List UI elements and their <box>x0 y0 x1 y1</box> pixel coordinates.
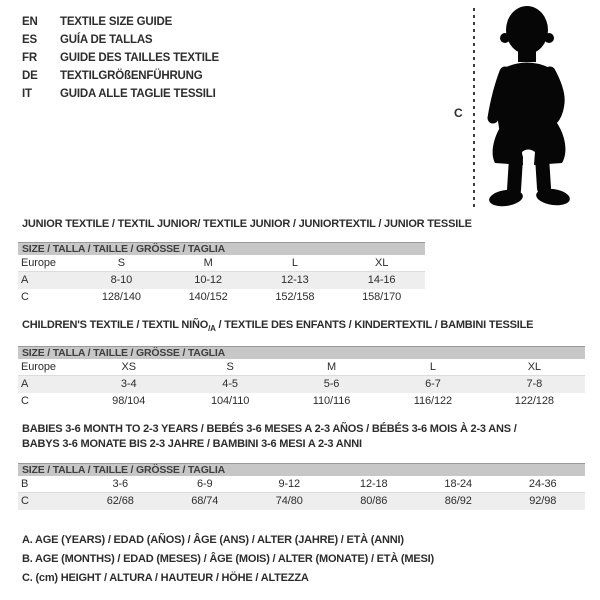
table-row-c <box>18 289 425 306</box>
language-title: GUÍA DE TALLAS <box>60 34 153 46</box>
table-cell: M <box>203 257 213 269</box>
table-row-europe <box>18 359 585 376</box>
footnotes <box>22 531 434 588</box>
children-title-pre: CHILDREN'S TEXTILE / TEXTIL NIÑO <box>22 319 209 331</box>
table-cell: 68/74 <box>191 495 219 507</box>
babies-table-title <box>22 422 517 452</box>
junior-table-title: JUNIOR TEXTILE / TEXTIL JUNIOR/ TEXTILE JUNIOR / JUNIORTEXTIL / JUNIOR TESSILE <box>22 218 472 230</box>
language-code: EN <box>22 16 38 28</box>
row-label: Europe <box>21 361 56 373</box>
table-cell: L <box>429 361 436 373</box>
footnote-a: A. AGE (YEARS) / EDAD (AÑOS) / ÂGE (ANS) / ALTER (JAHRE) / ETÀ (ANNI) <box>22 534 404 546</box>
table-cell: 6-9 <box>196 478 213 490</box>
row-label: C <box>21 395 29 407</box>
table-cell: 12-18 <box>359 478 388 490</box>
babies-title-line1: BABIES 3-6 MONTH TO 2-3 YEARS / BEBÉS 3-6 MESES A 2-3 AÑOS / BÉBÉS 3-6 MOIS À 2-3 ANS / <box>22 423 517 435</box>
table-cell: XL <box>527 361 541 373</box>
row-label: C <box>21 495 29 507</box>
language-code: IT <box>22 88 32 100</box>
row-label: A <box>21 378 29 390</box>
language-code: ES <box>22 34 37 46</box>
children-size-table <box>18 346 585 410</box>
size-header-bar: SIZE / TALLA / TAILLE / GRÖSSE / TAGLIA <box>18 463 585 476</box>
language-row-fr <box>22 49 219 67</box>
table-cell: 152/158 <box>275 291 315 303</box>
table-cell: XS <box>121 361 136 373</box>
babies-size-table <box>18 463 585 510</box>
table-row-europe <box>18 255 425 272</box>
table-cell: 14-16 <box>367 274 396 286</box>
footnote-c: C. (cm) HEIGHT / ALTURA / HAUTEUR / HÖHE / ALTEZZA <box>22 572 309 584</box>
children-title-subscript: /A <box>208 324 216 334</box>
language-row-it <box>22 85 219 103</box>
table-row-a <box>18 376 585 393</box>
language-code: DE <box>22 70 38 82</box>
table-cell: 110/116 <box>312 395 351 407</box>
table-cell: 8-10 <box>110 274 133 286</box>
language-title: GUIDA ALLE TAGLIE TESSILI <box>60 88 216 100</box>
table-cell: XL <box>374 257 389 269</box>
table-row-b <box>18 476 585 493</box>
table-cell: 74/80 <box>275 495 303 507</box>
table-cell: 12-13 <box>281 274 309 286</box>
row-label: Europe <box>21 257 56 269</box>
table-cell: 6-7 <box>425 378 441 390</box>
height-label-c: C <box>454 106 463 120</box>
row-label: B <box>21 478 29 490</box>
footnote-b: B. AGE (MONTHS) / EDAD (MESES) / ÂGE (MOIS) / ALTER (MONATE) / ETÀ (MESI) <box>22 553 434 565</box>
table-cell: 4-5 <box>222 378 238 390</box>
table-cell: 92/98 <box>529 495 557 507</box>
language-row-es <box>22 31 219 49</box>
table-row-c <box>18 393 585 410</box>
table-cell: 80/86 <box>360 495 388 507</box>
table-cell: 5-6 <box>323 378 340 390</box>
table-cell: 116/122 <box>413 395 453 407</box>
table-cell: 128/140 <box>101 291 141 303</box>
table-cell: 3-4 <box>120 378 137 390</box>
table-cell: 10-12 <box>194 274 222 286</box>
row-label: C <box>21 291 29 303</box>
table-cell: 24-36 <box>528 478 557 490</box>
language-title: TEXTILGRÖßENFÜHRUNG <box>60 70 203 82</box>
table-cell: 62/68 <box>106 495 134 507</box>
table-cell: M <box>326 361 337 373</box>
table-cell: S <box>226 361 234 373</box>
table-cell: 7-8 <box>526 378 543 390</box>
language-list <box>22 13 219 103</box>
language-title: TEXTILE SIZE GUIDE <box>60 16 173 28</box>
table-row-a <box>18 272 425 289</box>
baby-figure <box>445 2 600 214</box>
table-row-c <box>18 493 585 510</box>
size-header-bar: SIZE / TALLA / TAILLE / GRÖSSE / TAGLIA <box>18 242 425 255</box>
row-label: A <box>21 274 29 286</box>
table-cell: 98/104 <box>112 395 146 407</box>
babies-title-line2: BABYS 3-6 MONATE BIS 2-3 JAHRE / BAMBINI 3-6 MESI A 2-3 ANNI <box>22 438 362 450</box>
children-title-post: / TEXTILE DES ENFANTS / KINDERTEXTIL / BAMBINI TESSILE <box>215 319 534 331</box>
language-title: GUIDE DES TAILLES TEXTILE <box>60 52 219 64</box>
table-cell: 104/110 <box>210 395 250 407</box>
children-table-title <box>22 318 533 336</box>
table-cell: 3-6 <box>112 478 129 490</box>
size-header-bar: SIZE / TALLA / TAILLE / GRÖSSE / TAGLIA <box>18 346 585 359</box>
table-cell: L <box>291 257 298 269</box>
language-row-en <box>22 13 219 31</box>
table-cell: 158/170 <box>362 291 402 303</box>
table-cell: 9-12 <box>278 478 301 490</box>
table-cell: 140/152 <box>188 291 228 303</box>
table-cell: 86/92 <box>444 495 472 507</box>
baby-silhouette-icon <box>445 2 600 214</box>
table-cell: S <box>117 257 125 269</box>
junior-size-table <box>18 242 425 306</box>
language-code: FR <box>22 52 37 64</box>
table-cell: 122/128 <box>514 395 554 407</box>
language-row-de <box>22 67 219 85</box>
table-cell: 18-24 <box>444 478 473 490</box>
